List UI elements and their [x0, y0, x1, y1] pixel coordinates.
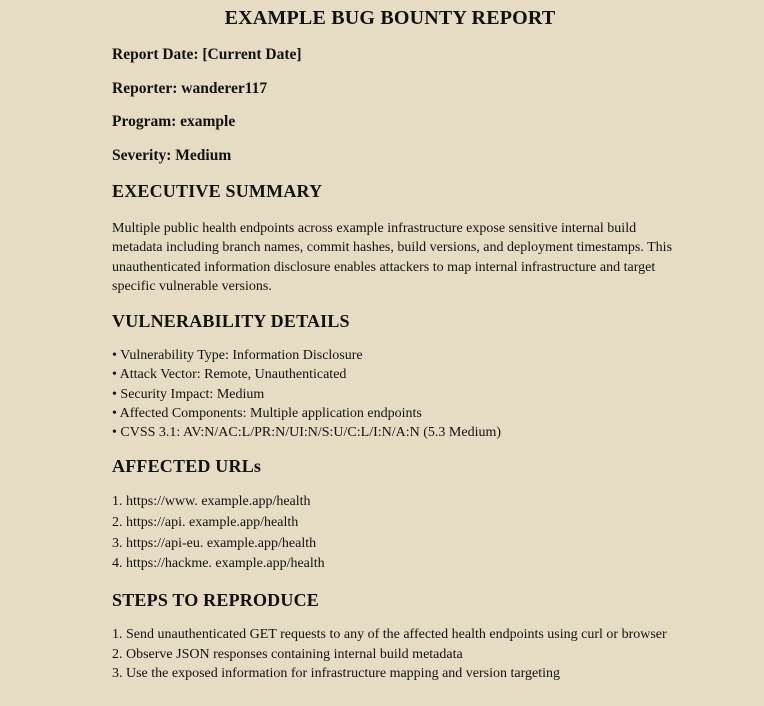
- list-item: • Attack Vector: Remote, Unauthenticated: [112, 367, 347, 383]
- severity: Severity: Medium: [112, 147, 232, 164]
- list-item: • Affected Components: Multiple application endpoints: [112, 405, 422, 421]
- list-item: • Security Impact: Medium: [112, 386, 265, 402]
- executive-summary-text: Multiple public health endpoints across example infrastructure expose sensitive internal build metadata including branch names, commit hashes, build versions, and deployment timestamps. This unauthenticated information disclosure enables attackers to map internal infrastructure and target specific vulnerable versions.: [112, 221, 673, 295]
- report-date: Report Date: [Current Date]: [112, 46, 302, 63]
- executive-summary-heading: EXECUTIVE SUMMARY: [112, 181, 323, 201]
- steps-to-reproduce-heading: STEPS TO REPRODUCE: [112, 590, 319, 610]
- list-item: • CVSS 3.1: AV:N/AC:L/PR:N/UI:N/S:U/C:L/I:N/A:N (5.3 Medium): [112, 425, 502, 441]
- list-item: • Vulnerability Type: Information Disclosure: [112, 348, 363, 363]
- vulnerability-details-heading: VULNERABILITY DETAILS: [112, 311, 350, 331]
- list-item: 3. Use the exposed information for infrastructure mapping and version targeting: [112, 666, 561, 681]
- affected-urls-list: [112, 492, 712, 575]
- list-item: 3. https://api-eu. example.app/health: [112, 535, 317, 551]
- list-item: 1. https://www. example.app/health: [112, 494, 311, 509]
- affected-urls-heading: AFFECTED URLs: [112, 456, 262, 476]
- reporter: Reporter: wanderer117: [112, 80, 268, 97]
- list-item: 2. https://api. example.app/health: [112, 514, 299, 530]
- list-item: 4. https://hackme. example.app/health: [112, 556, 325, 572]
- list-item: 1. Send unauthenticated GET requests to any of the affected health endpoints using curl or browser: [112, 627, 667, 642]
- vulnerability-details-list: [112, 346, 712, 442]
- steps-to-reproduce-list: [112, 625, 672, 684]
- program: Program: example: [112, 113, 236, 130]
- report-title: EXAMPLE BUG BOUNTY REPORT: [224, 7, 556, 29]
- list-item: 2. Observe JSON responses containing internal build metadata: [112, 646, 463, 662]
